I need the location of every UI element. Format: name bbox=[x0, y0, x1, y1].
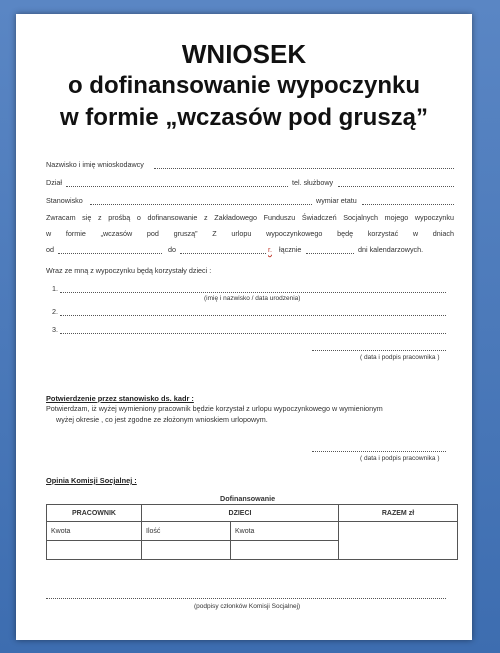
date-to-label: do bbox=[168, 245, 176, 254]
employee-amount-cell[interactable] bbox=[47, 522, 142, 541]
days-label: dni kalendarzowych. bbox=[358, 245, 424, 254]
position-field[interactable] bbox=[90, 204, 312, 205]
title-line-3: w formie „wczasów pod gruszą” bbox=[59, 104, 429, 131]
commission-signature-field[interactable] bbox=[46, 598, 446, 599]
fte-label: wymiar etatu bbox=[316, 196, 357, 205]
date-to-field[interactable] bbox=[180, 253, 266, 254]
hr-confirmation-text-line-1: Potwierdzam, iż wyżej wymieniony pracownik będzie korzystał z urlopu wypoczynkowego w wymienionym bbox=[46, 404, 383, 413]
department-field[interactable] bbox=[66, 186, 288, 187]
employee-signature-field[interactable] bbox=[312, 350, 446, 351]
fte-field[interactable] bbox=[362, 204, 454, 205]
title-line-1: WNIOSEK bbox=[181, 39, 307, 69]
children-amount-cell[interactable] bbox=[231, 522, 339, 541]
total-label: łącznie bbox=[279, 245, 302, 254]
child-1-field[interactable] bbox=[60, 292, 446, 293]
request-text-line-2: w formie „wczasów pod gruszą” Z urlopu wypoczynkowego będę korzystać w dniach bbox=[46, 229, 454, 238]
funding-table-title: Dofinansowanie bbox=[220, 494, 276, 503]
hr-signature-field[interactable] bbox=[312, 451, 446, 452]
children-count-label: Ilość bbox=[146, 527, 161, 535]
child-number-1: 1. bbox=[52, 284, 58, 293]
document-title bbox=[16, 38, 472, 134]
position-label: Stanowisko bbox=[46, 196, 83, 205]
date-from-field[interactable] bbox=[58, 253, 162, 254]
children-count-value[interactable] bbox=[142, 541, 231, 560]
phone-label: tel. służbowy bbox=[292, 178, 334, 187]
child-caption: (imię i nazwisko / data urodzenia) bbox=[204, 295, 301, 302]
hr-signature-caption: ( data i podpis pracownika ) bbox=[360, 455, 440, 462]
employee-signature-caption: ( data i podpis pracownika ) bbox=[360, 354, 440, 361]
child-number-3: 3. bbox=[52, 325, 58, 334]
child-3-field[interactable] bbox=[60, 333, 446, 334]
col-children-header: DZIECI bbox=[142, 505, 339, 522]
employee-amount-label: Kwota bbox=[51, 527, 71, 535]
employee-amount-value[interactable] bbox=[47, 541, 142, 560]
col-total-header: RAZEM zł bbox=[339, 505, 458, 522]
name-label: Nazwisko i imię wnioskodawcy bbox=[46, 160, 144, 169]
hr-confirmation-text-line-2: wyżej okresie , co jest zgodne ze złożonym wnioskiem urlopowym. bbox=[56, 415, 268, 424]
total-amount-cell[interactable] bbox=[339, 522, 458, 560]
date-from-label: od bbox=[46, 245, 54, 254]
funding-table bbox=[46, 504, 458, 560]
department-label: Dział bbox=[46, 178, 62, 187]
hr-confirmation-heading: Potwierdzenie przez stanowisko ds. kadr : bbox=[46, 394, 194, 403]
phone-field[interactable] bbox=[338, 186, 454, 187]
document-page bbox=[16, 14, 472, 640]
children-count-cell[interactable] bbox=[142, 522, 231, 541]
year-mark: r. bbox=[268, 245, 272, 254]
child-number-2: 2. bbox=[52, 307, 58, 316]
name-field[interactable] bbox=[154, 168, 454, 169]
request-text-line-1: Zwracam się z prośbą o dofinansowanie z Zakładowego Funduszu Świadczeń Socjalnych mojego wypoczynku bbox=[46, 213, 454, 222]
total-days-field[interactable] bbox=[306, 253, 354, 254]
children-amount-label: Kwota bbox=[235, 527, 255, 535]
col-employee-header: PRACOWNIK bbox=[47, 505, 142, 522]
commission-signature-caption: (podpisy członków Komisji Socjalnej) bbox=[194, 603, 301, 610]
commission-heading: Opinia Komisji Socjalnej : bbox=[46, 476, 137, 485]
children-intro: Wraz ze mną z wypoczynku będą korzystały dzieci : bbox=[46, 266, 212, 275]
children-amount-value[interactable] bbox=[231, 541, 339, 560]
child-2-field[interactable] bbox=[60, 315, 446, 316]
title-line-2: o dofinansowanie wypoczynku bbox=[67, 72, 421, 99]
